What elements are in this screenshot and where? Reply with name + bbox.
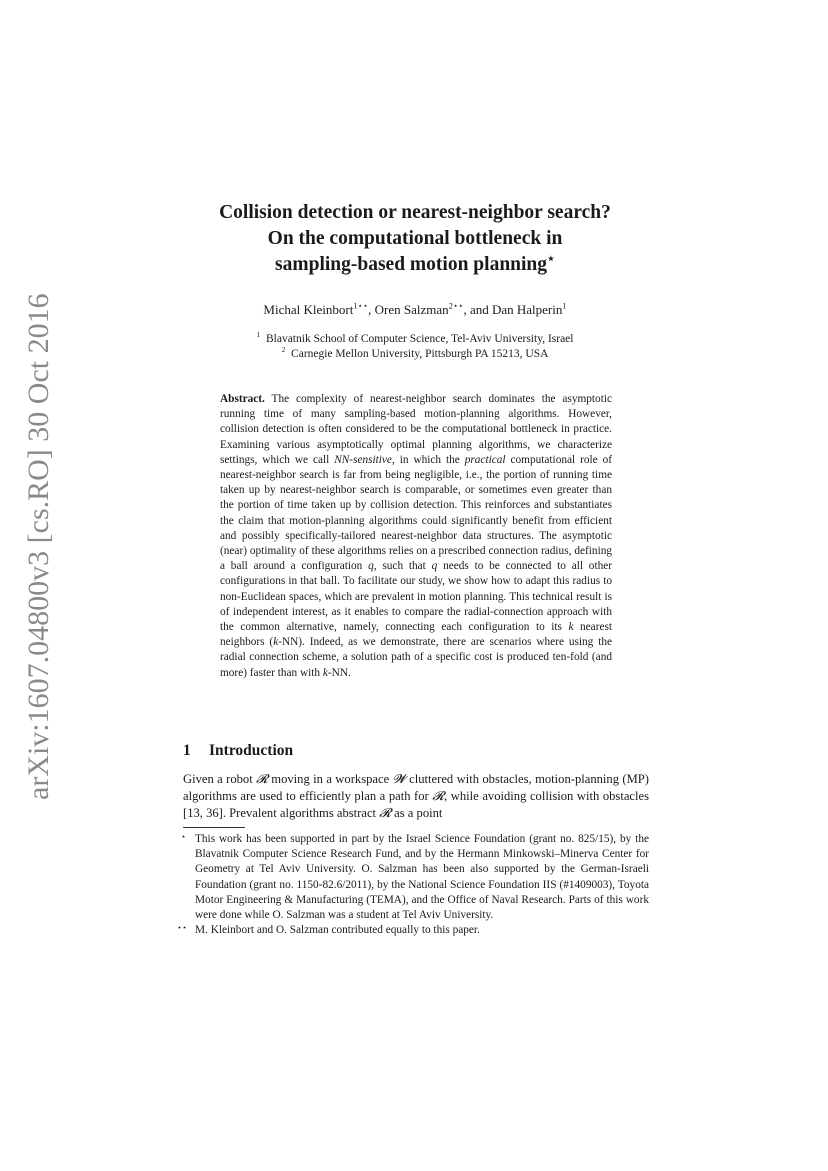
author-list: Michal Kleinbort$^{1⋆⋆}$, Oren Salzman$^{2⋆⋆}$, and Dan Halperin$^1$ — [263, 300, 567, 317]
affiliation-number: 2 — [281, 345, 286, 355]
affiliation-2 — [150, 347, 680, 362]
intro-text: Given a robot — [183, 772, 253, 786]
title-line-1: Collision detection or nearest-neighbor search? — [219, 202, 611, 223]
author-affiliation-mark: 1⋆⋆ — [353, 300, 369, 311]
intro-text: cluttered with obstacles, motion-planning (MP) algorithms are used to efficiently plan a path for — [183, 772, 649, 803]
introduction-paragraph — [183, 771, 649, 822]
affiliations — [150, 332, 680, 362]
footnote-text: M. Kleinbort and O. Salzman contributed equally to this paper. — [195, 924, 480, 937]
math-symbol: 𝓡 — [256, 772, 268, 786]
section-title: Introduction — [209, 742, 294, 759]
author-name: Oren Salzman — [374, 302, 449, 317]
intro-text: as a point — [394, 806, 443, 820]
abstract-text: nearest neighbors ( — [220, 621, 613, 649]
abstract-term: NN-sensitive — [334, 453, 392, 466]
author-affiliation-mark: 1 — [562, 300, 567, 311]
paper-title — [150, 200, 680, 278]
section-number: 1 — [183, 742, 191, 759]
math-symbol: 𝓡 — [432, 789, 445, 803]
abstract-text: , such that — [373, 560, 426, 573]
arxiv-identifier-stamp: arXiv:1607.04800v3 [cs.RO] 30 Oct 2016 — [22, 293, 55, 800]
abstract-text: , in which the — [391, 453, 460, 466]
affiliation-text: Blavatnik School of Computer Science, Tel-Aviv University, Israel — [265, 333, 574, 345]
author-affiliation-mark: 2⋆⋆ — [448, 300, 464, 311]
abstract-text: needs to be connected to all other configurations in that ball. To facilitate our study, we show how to adapt this radius to non-Euclidean spaces, which are prevalent in motion planning. This technical result is of independent interest, as it enables to compare the radial-connection approach with the common alternative, namely, connecting each configuration to its — [220, 560, 613, 634]
abstract-text: computational role of nearest-neighbor search is far from being negligible, i.e., the portion of running time taken up by nearest-neighbor search is comparable, or sometimes even greater than the portion of time taken up by collision detection. This reinforces and substantiates the claim that motion-planning algorithms could significantly benefit from efficient and possibly specifically-tailored nearest-neighbor data structures. The asymptotic (near) optimality of these algorithms relies on a prescribed connection radius, defining a ball around a configuration — [220, 453, 613, 573]
footnote-mark: ⋆⋆ — [177, 923, 188, 933]
title-line-3 — [150, 252, 680, 278]
author-name: Michal Kleinbort — [263, 302, 354, 317]
footnote-divider — [183, 827, 245, 828]
title-footnote-mark: ⋆ — [547, 251, 555, 266]
intro-text: , while avoiding collision with obstacles [13, 36]. Prevalent algorithms abstract — [183, 789, 649, 820]
math-variable: k — [273, 636, 279, 649]
author-name: and Dan Halperin — [469, 302, 563, 317]
footnotes — [177, 832, 649, 938]
math-variable: k — [568, 621, 574, 634]
abstract-label: Abstract. — [220, 393, 265, 405]
math-symbol: 𝓦 — [392, 772, 406, 786]
math-variable: k — [322, 666, 328, 679]
affiliation-number: 1 — [256, 330, 261, 340]
affiliation-1 — [150, 332, 680, 347]
title-line-2: On the computational bottleneck in — [267, 228, 563, 249]
math-symbol: 𝓡 — [379, 806, 391, 820]
intro-text: moving in a workspace — [271, 772, 390, 786]
footnote-text: This work has been supported in part by the Israel Science Foundation (grant no. 825/15), by the Blavatnik Computer Science Research Fund, and by the Hermann Minkowski–Minerva Center for Geometry at Tel Aviv University. O. Salzman has been also supported by the German-Israeli Foundation (grant no. 1150-82.6/2011), by the National Science Foundation IIS (#1409003), Toyota Motor Engineering & Manufacturing (TEMA), and the Office of Naval Research. Parts of this work were done while O. Salzman was a student at Tel Aviv University. — [195, 833, 649, 922]
footnote-2 — [177, 923, 649, 938]
abstract-text: The complexity of nearest-neighbor search dominates the asymptotic running time of many sampling-based motion-planning algorithms. However, collision detection is often considered to be the computational bottleneck in practice. Examining various asymptotically optimal planning algorithms, we characterize settings, which we call — [220, 393, 612, 466]
abstract-term: practical — [464, 453, 506, 466]
math-variable: q — [431, 560, 438, 573]
abstract-text: -NN). Indeed, as we demonstrate, there are scenarios where using the radial connection scheme, a solution path of a specific cost is produced ten-fold (and more) faster than with — [220, 636, 612, 679]
title-line-3-text: sampling-based motion planning — [275, 254, 548, 275]
abstract-text: -NN. — [327, 666, 351, 679]
footnote-1 — [183, 832, 649, 923]
section-heading — [183, 742, 293, 760]
math-variable: q — [368, 560, 374, 573]
footnote-mark: ⋆ — [181, 832, 187, 841]
affiliation-text: Carnegie Mellon University, Pittsburgh PA 15213, USA — [291, 348, 549, 360]
abstract — [220, 392, 612, 681]
